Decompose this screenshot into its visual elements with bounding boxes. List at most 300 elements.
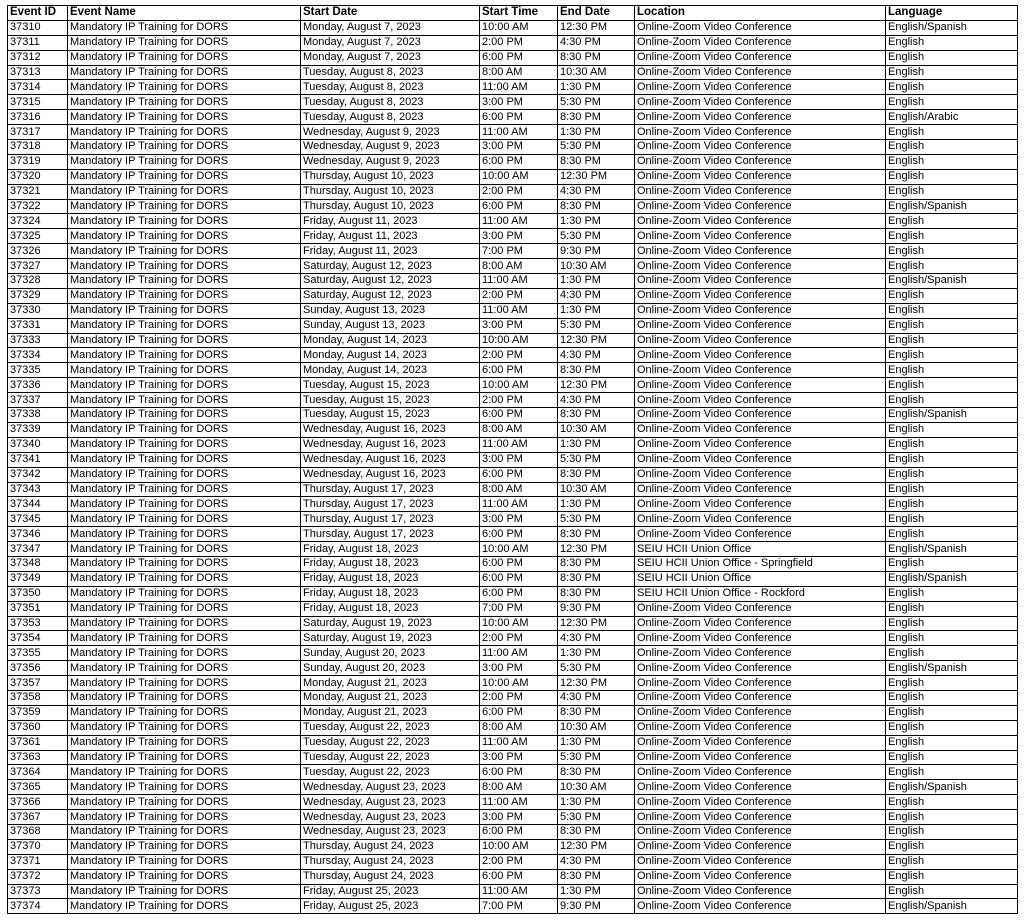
- table-row: [8, 586, 1018, 601]
- cell-event-id: 37360: [8, 720, 68, 735]
- cell-language: English/Spanish: [886, 542, 1018, 557]
- cell-start-time: 6:00 PM: [480, 199, 558, 214]
- cell-end-date: 5:30 PM: [558, 452, 635, 467]
- cell-event-name: Mandatory IP Training for DORS: [68, 422, 301, 437]
- table-row: [8, 690, 1018, 705]
- cell-location: Online-Zoom Video Conference: [635, 527, 886, 542]
- cell-location: Online-Zoom Video Conference: [635, 854, 886, 869]
- table-row: [8, 437, 1018, 452]
- cell-event-name: Mandatory IP Training for DORS: [68, 244, 301, 259]
- cell-end-date: 8:30 PM: [558, 50, 635, 65]
- cell-end-date: 8:30 PM: [558, 154, 635, 169]
- cell-start-date: Thursday, August 17, 2023: [301, 482, 480, 497]
- cell-end-date: 12:30 PM: [558, 169, 635, 184]
- cell-location: Online-Zoom Video Conference: [635, 676, 886, 691]
- cell-event-name: Mandatory IP Training for DORS: [68, 35, 301, 50]
- table-row: [8, 184, 1018, 199]
- cell-location: Online-Zoom Video Conference: [635, 437, 886, 452]
- cell-start-date: Thursday, August 24, 2023: [301, 839, 480, 854]
- cell-event-name: Mandatory IP Training for DORS: [68, 378, 301, 393]
- cell-start-time: 6:00 PM: [480, 363, 558, 378]
- cell-start-time: 7:00 PM: [480, 244, 558, 259]
- cell-language: English: [886, 259, 1018, 274]
- cell-language: English: [886, 318, 1018, 333]
- cell-start-time: 6:00 PM: [480, 765, 558, 780]
- cell-location: Online-Zoom Video Conference: [635, 899, 886, 914]
- cell-location: Online-Zoom Video Conference: [635, 482, 886, 497]
- cell-language: English: [886, 527, 1018, 542]
- cell-end-date: 4:30 PM: [558, 288, 635, 303]
- cell-end-date: 8:30 PM: [558, 527, 635, 542]
- cell-start-date: Tuesday, August 8, 2023: [301, 110, 480, 125]
- cell-event-id: 37366: [8, 795, 68, 810]
- cell-event-name: Mandatory IP Training for DORS: [68, 646, 301, 661]
- table-row: [8, 199, 1018, 214]
- cell-location: Online-Zoom Video Conference: [635, 140, 886, 155]
- table-row: [8, 274, 1018, 289]
- cell-language: English: [886, 884, 1018, 899]
- table-row: [8, 214, 1018, 229]
- table-row: [8, 244, 1018, 259]
- cell-location: Online-Zoom Video Conference: [635, 125, 886, 140]
- cell-location: Online-Zoom Video Conference: [635, 229, 886, 244]
- cell-event-name: Mandatory IP Training for DORS: [68, 50, 301, 65]
- cell-start-time: 10:00 AM: [480, 333, 558, 348]
- table-header-row: [8, 6, 1018, 21]
- cell-start-time: 3:00 PM: [480, 140, 558, 155]
- cell-event-name: Mandatory IP Training for DORS: [68, 110, 301, 125]
- cell-language: English: [886, 556, 1018, 571]
- cell-start-date: Sunday, August 20, 2023: [301, 646, 480, 661]
- table-row: [8, 452, 1018, 467]
- table-row: [8, 393, 1018, 408]
- table-row: [8, 110, 1018, 125]
- cell-event-id: 37344: [8, 497, 68, 512]
- cell-start-date: Tuesday, August 22, 2023: [301, 765, 480, 780]
- cell-start-time: 2:00 PM: [480, 348, 558, 363]
- table-row: [8, 527, 1018, 542]
- cell-end-date: 8:30 PM: [558, 363, 635, 378]
- cell-event-id: 37351: [8, 601, 68, 616]
- cell-start-time: 8:00 AM: [480, 482, 558, 497]
- cell-start-time: 11:00 AM: [480, 735, 558, 750]
- cell-language: English: [886, 393, 1018, 408]
- cell-start-date: Wednesday, August 9, 2023: [301, 154, 480, 169]
- table-row: [8, 556, 1018, 571]
- cell-event-id: 37354: [8, 631, 68, 646]
- cell-language: English: [886, 705, 1018, 720]
- cell-start-date: Wednesday, August 23, 2023: [301, 780, 480, 795]
- cell-start-date: Thursday, August 10, 2023: [301, 169, 480, 184]
- cell-event-name: Mandatory IP Training for DORS: [68, 810, 301, 825]
- cell-event-id: 37324: [8, 214, 68, 229]
- cell-start-date: Tuesday, August 22, 2023: [301, 750, 480, 765]
- cell-event-id: 37320: [8, 169, 68, 184]
- cell-event-id: 37353: [8, 616, 68, 631]
- cell-event-name: Mandatory IP Training for DORS: [68, 780, 301, 795]
- cell-start-date: Friday, August 25, 2023: [301, 884, 480, 899]
- cell-event-name: Mandatory IP Training for DORS: [68, 20, 301, 35]
- cell-start-time: 11:00 AM: [480, 497, 558, 512]
- table-row: [8, 795, 1018, 810]
- table-row: [8, 601, 1018, 616]
- table-row: [8, 259, 1018, 274]
- cell-event-name: Mandatory IP Training for DORS: [68, 571, 301, 586]
- cell-language: English: [886, 735, 1018, 750]
- table-row: [8, 512, 1018, 527]
- cell-start-date: Friday, August 18, 2023: [301, 542, 480, 557]
- cell-event-name: Mandatory IP Training for DORS: [68, 288, 301, 303]
- cell-language: English: [886, 839, 1018, 854]
- cell-language: English: [886, 482, 1018, 497]
- cell-location: Online-Zoom Video Conference: [635, 839, 886, 854]
- header-start-time: Start Time: [480, 6, 558, 21]
- cell-end-date: 8:30 PM: [558, 571, 635, 586]
- cell-start-time: 7:00 PM: [480, 899, 558, 914]
- cell-location: Online-Zoom Video Conference: [635, 661, 886, 676]
- cell-end-date: 4:30 PM: [558, 631, 635, 646]
- cell-event-name: Mandatory IP Training for DORS: [68, 869, 301, 884]
- cell-language: English: [886, 795, 1018, 810]
- cell-location: Online-Zoom Video Conference: [635, 780, 886, 795]
- cell-location: Online-Zoom Video Conference: [635, 259, 886, 274]
- cell-language: English: [886, 869, 1018, 884]
- cell-event-id: 37343: [8, 482, 68, 497]
- cell-language: English: [886, 631, 1018, 646]
- cell-event-name: Mandatory IP Training for DORS: [68, 154, 301, 169]
- cell-language: English: [886, 690, 1018, 705]
- cell-event-name: Mandatory IP Training for DORS: [68, 765, 301, 780]
- cell-start-date: Tuesday, August 15, 2023: [301, 393, 480, 408]
- cell-language: English: [886, 169, 1018, 184]
- table-row: [8, 303, 1018, 318]
- cell-start-date: Wednesday, August 16, 2023: [301, 467, 480, 482]
- cell-event-name: Mandatory IP Training for DORS: [68, 437, 301, 452]
- cell-start-date: Friday, August 11, 2023: [301, 229, 480, 244]
- cell-location: Online-Zoom Video Conference: [635, 363, 886, 378]
- cell-language: English/Spanish: [886, 199, 1018, 214]
- cell-start-date: Monday, August 14, 2023: [301, 363, 480, 378]
- cell-end-date: 8:30 PM: [558, 869, 635, 884]
- cell-location: Online-Zoom Video Conference: [635, 467, 886, 482]
- cell-event-id: 37371: [8, 854, 68, 869]
- cell-language: English: [886, 750, 1018, 765]
- cell-event-name: Mandatory IP Training for DORS: [68, 512, 301, 527]
- cell-start-time: 6:00 PM: [480, 467, 558, 482]
- cell-start-time: 10:00 AM: [480, 169, 558, 184]
- cell-start-date: Thursday, August 24, 2023: [301, 869, 480, 884]
- cell-end-date: 8:30 PM: [558, 408, 635, 423]
- cell-language: English: [886, 422, 1018, 437]
- cell-end-date: 9:30 PM: [558, 244, 635, 259]
- cell-language: English: [886, 765, 1018, 780]
- cell-end-date: 10:30 AM: [558, 780, 635, 795]
- cell-location: Online-Zoom Video Conference: [635, 244, 886, 259]
- cell-event-name: Mandatory IP Training for DORS: [68, 705, 301, 720]
- table-row: [8, 571, 1018, 586]
- cell-end-date: 5:30 PM: [558, 512, 635, 527]
- cell-event-id: 37340: [8, 437, 68, 452]
- cell-end-date: 1:30 PM: [558, 735, 635, 750]
- cell-start-time: 11:00 AM: [480, 646, 558, 661]
- cell-event-name: Mandatory IP Training for DORS: [68, 65, 301, 80]
- cell-start-time: 3:00 PM: [480, 661, 558, 676]
- cell-start-time: 8:00 AM: [480, 422, 558, 437]
- cell-end-date: 12:30 PM: [558, 616, 635, 631]
- cell-event-name: Mandatory IP Training for DORS: [68, 452, 301, 467]
- cell-start-time: 11:00 AM: [480, 303, 558, 318]
- cell-location: Online-Zoom Video Conference: [635, 869, 886, 884]
- cell-language: English: [886, 288, 1018, 303]
- table-row: [8, 229, 1018, 244]
- cell-location: Online-Zoom Video Conference: [635, 646, 886, 661]
- cell-event-id: 37372: [8, 869, 68, 884]
- table-row: [8, 780, 1018, 795]
- cell-end-date: 1:30 PM: [558, 303, 635, 318]
- cell-event-name: Mandatory IP Training for DORS: [68, 303, 301, 318]
- cell-event-id: 37318: [8, 140, 68, 155]
- cell-location: Online-Zoom Video Conference: [635, 95, 886, 110]
- cell-event-name: Mandatory IP Training for DORS: [68, 720, 301, 735]
- cell-start-date: Wednesday, August 16, 2023: [301, 437, 480, 452]
- cell-event-id: 37363: [8, 750, 68, 765]
- cell-event-name: Mandatory IP Training for DORS: [68, 631, 301, 646]
- cell-end-date: 5:30 PM: [558, 140, 635, 155]
- cell-location: Online-Zoom Video Conference: [635, 199, 886, 214]
- cell-location: Online-Zoom Video Conference: [635, 616, 886, 631]
- cell-end-date: 8:30 PM: [558, 705, 635, 720]
- table-row: [8, 35, 1018, 50]
- cell-end-date: 1:30 PM: [558, 274, 635, 289]
- cell-event-id: 37313: [8, 65, 68, 80]
- header-end-date: End Date: [558, 6, 635, 21]
- header-event-name: Event Name: [68, 6, 301, 21]
- cell-event-name: Mandatory IP Training for DORS: [68, 393, 301, 408]
- cell-location: Online-Zoom Video Conference: [635, 65, 886, 80]
- cell-start-date: Friday, August 18, 2023: [301, 601, 480, 616]
- cell-event-id: 37314: [8, 80, 68, 95]
- table-row: [8, 318, 1018, 333]
- cell-event-name: Mandatory IP Training for DORS: [68, 95, 301, 110]
- cell-start-date: Thursday, August 10, 2023: [301, 199, 480, 214]
- cell-event-id: 37335: [8, 363, 68, 378]
- cell-start-date: Monday, August 14, 2023: [301, 348, 480, 363]
- cell-language: English: [886, 214, 1018, 229]
- cell-end-date: 5:30 PM: [558, 229, 635, 244]
- cell-end-date: 12:30 PM: [558, 542, 635, 557]
- cell-event-name: Mandatory IP Training for DORS: [68, 795, 301, 810]
- cell-language: English: [886, 80, 1018, 95]
- cell-start-time: 2:00 PM: [480, 35, 558, 50]
- cell-event-id: 37357: [8, 676, 68, 691]
- cell-event-id: 37373: [8, 884, 68, 899]
- cell-start-date: Friday, August 18, 2023: [301, 571, 480, 586]
- cell-location: Online-Zoom Video Conference: [635, 720, 886, 735]
- cell-location: Online-Zoom Video Conference: [635, 20, 886, 35]
- cell-start-date: Friday, August 25, 2023: [301, 899, 480, 914]
- cell-event-name: Mandatory IP Training for DORS: [68, 497, 301, 512]
- cell-event-id: 37347: [8, 542, 68, 557]
- cell-event-name: Mandatory IP Training for DORS: [68, 542, 301, 557]
- cell-event-name: Mandatory IP Training for DORS: [68, 839, 301, 854]
- cell-start-date: Monday, August 21, 2023: [301, 705, 480, 720]
- cell-start-time: 2:00 PM: [480, 631, 558, 646]
- cell-event-id: 37359: [8, 705, 68, 720]
- cell-start-time: 2:00 PM: [480, 854, 558, 869]
- cell-start-time: 3:00 PM: [480, 512, 558, 527]
- cell-start-time: 6:00 PM: [480, 110, 558, 125]
- cell-start-date: Wednesday, August 23, 2023: [301, 810, 480, 825]
- cell-start-time: 10:00 AM: [480, 676, 558, 691]
- cell-event-name: Mandatory IP Training for DORS: [68, 676, 301, 691]
- cell-event-id: 37346: [8, 527, 68, 542]
- cell-start-time: 3:00 PM: [480, 750, 558, 765]
- cell-location: Online-Zoom Video Conference: [635, 110, 886, 125]
- table-row: [8, 125, 1018, 140]
- table-row: [8, 467, 1018, 482]
- cell-start-time: 8:00 AM: [480, 65, 558, 80]
- table-row: [8, 20, 1018, 35]
- cell-end-date: 10:30 AM: [558, 720, 635, 735]
- cell-language: English/Arabic: [886, 110, 1018, 125]
- cell-start-date: Tuesday, August 8, 2023: [301, 80, 480, 95]
- cell-start-time: 11:00 AM: [480, 884, 558, 899]
- cell-end-date: 8:30 PM: [558, 110, 635, 125]
- cell-event-name: Mandatory IP Training for DORS: [68, 884, 301, 899]
- cell-start-date: Wednesday, August 9, 2023: [301, 140, 480, 155]
- cell-start-date: Tuesday, August 15, 2023: [301, 408, 480, 423]
- cell-end-date: 1:30 PM: [558, 884, 635, 899]
- cell-event-id: 37350: [8, 586, 68, 601]
- cell-language: English: [886, 824, 1018, 839]
- cell-location: Online-Zoom Video Conference: [635, 35, 886, 50]
- cell-end-date: 8:30 PM: [558, 556, 635, 571]
- cell-event-id: 37315: [8, 95, 68, 110]
- cell-start-date: Sunday, August 13, 2023: [301, 318, 480, 333]
- cell-end-date: 9:30 PM: [558, 899, 635, 914]
- cell-event-name: Mandatory IP Training for DORS: [68, 690, 301, 705]
- table-row: [8, 735, 1018, 750]
- cell-language: English: [886, 50, 1018, 65]
- cell-language: English: [886, 363, 1018, 378]
- cell-event-id: 37361: [8, 735, 68, 750]
- table-row: [8, 854, 1018, 869]
- table-row: [8, 378, 1018, 393]
- cell-start-time: 6:00 PM: [480, 50, 558, 65]
- cell-location: SEIU HCII Union Office: [635, 571, 886, 586]
- cell-language: English/Spanish: [886, 780, 1018, 795]
- cell-event-id: 37364: [8, 765, 68, 780]
- header-start-date: Start Date: [301, 6, 480, 21]
- cell-event-id: 37325: [8, 229, 68, 244]
- cell-location: Online-Zoom Video Conference: [635, 631, 886, 646]
- cell-start-time: 2:00 PM: [480, 288, 558, 303]
- cell-event-name: Mandatory IP Training for DORS: [68, 899, 301, 914]
- cell-event-name: Mandatory IP Training for DORS: [68, 274, 301, 289]
- cell-end-date: 1:30 PM: [558, 497, 635, 512]
- cell-language: English: [886, 65, 1018, 80]
- cell-location: Online-Zoom Video Conference: [635, 184, 886, 199]
- cell-event-id: 37319: [8, 154, 68, 169]
- cell-location: SEIU HCII Union Office - Springfield: [635, 556, 886, 571]
- cell-start-time: 2:00 PM: [480, 690, 558, 705]
- cell-location: Online-Zoom Video Conference: [635, 810, 886, 825]
- cell-start-date: Monday, August 21, 2023: [301, 676, 480, 691]
- table-row: [8, 154, 1018, 169]
- table-row: [8, 899, 1018, 914]
- table-row: [8, 50, 1018, 65]
- cell-language: English: [886, 184, 1018, 199]
- cell-location: Online-Zoom Video Conference: [635, 422, 886, 437]
- cell-event-id: 37374: [8, 899, 68, 914]
- cell-event-id: 37334: [8, 348, 68, 363]
- cell-start-date: Monday, August 7, 2023: [301, 35, 480, 50]
- cell-location: Online-Zoom Video Conference: [635, 452, 886, 467]
- cell-location: Online-Zoom Video Conference: [635, 795, 886, 810]
- cell-language: English: [886, 810, 1018, 825]
- cell-event-name: Mandatory IP Training for DORS: [68, 229, 301, 244]
- table-row: [8, 646, 1018, 661]
- cell-start-date: Tuesday, August 8, 2023: [301, 65, 480, 80]
- cell-event-name: Mandatory IP Training for DORS: [68, 601, 301, 616]
- cell-location: SEIU HCII Union Office - Rockford: [635, 586, 886, 601]
- cell-end-date: 1:30 PM: [558, 80, 635, 95]
- table-row: [8, 810, 1018, 825]
- cell-event-id: 37333: [8, 333, 68, 348]
- cell-start-time: 11:00 AM: [480, 274, 558, 289]
- header-language: Language: [886, 6, 1018, 21]
- cell-event-id: 37336: [8, 378, 68, 393]
- cell-event-name: Mandatory IP Training for DORS: [68, 80, 301, 95]
- cell-start-date: Saturday, August 19, 2023: [301, 616, 480, 631]
- cell-start-date: Friday, August 11, 2023: [301, 244, 480, 259]
- cell-event-id: 37367: [8, 810, 68, 825]
- cell-event-name: Mandatory IP Training for DORS: [68, 750, 301, 765]
- cell-end-date: 1:30 PM: [558, 214, 635, 229]
- cell-language: English: [886, 676, 1018, 691]
- cell-language: English: [886, 333, 1018, 348]
- cell-start-time: 2:00 PM: [480, 184, 558, 199]
- cell-event-name: Mandatory IP Training for DORS: [68, 318, 301, 333]
- cell-end-date: 4:30 PM: [558, 348, 635, 363]
- cell-event-id: 37329: [8, 288, 68, 303]
- cell-event-id: 37321: [8, 184, 68, 199]
- cell-location: Online-Zoom Video Conference: [635, 705, 886, 720]
- table-row: [8, 482, 1018, 497]
- cell-event-name: Mandatory IP Training for DORS: [68, 735, 301, 750]
- cell-end-date: 12:30 PM: [558, 676, 635, 691]
- cell-start-date: Saturday, August 19, 2023: [301, 631, 480, 646]
- cell-start-time: 11:00 AM: [480, 795, 558, 810]
- cell-event-name: Mandatory IP Training for DORS: [68, 616, 301, 631]
- cell-start-date: Monday, August 21, 2023: [301, 690, 480, 705]
- cell-start-time: 3:00 PM: [480, 452, 558, 467]
- cell-start-date: Tuesday, August 8, 2023: [301, 95, 480, 110]
- cell-event-id: 37345: [8, 512, 68, 527]
- table-row: [8, 824, 1018, 839]
- cell-language: English/Spanish: [886, 661, 1018, 676]
- cell-location: SEIU HCII Union Office: [635, 542, 886, 557]
- cell-location: Online-Zoom Video Conference: [635, 408, 886, 423]
- cell-start-date: Friday, August 18, 2023: [301, 586, 480, 601]
- cell-language: English: [886, 437, 1018, 452]
- cell-start-date: Monday, August 7, 2023: [301, 20, 480, 35]
- cell-end-date: 12:30 PM: [558, 839, 635, 854]
- table-row: [8, 333, 1018, 348]
- cell-location: Online-Zoom Video Conference: [635, 214, 886, 229]
- cell-end-date: 5:30 PM: [558, 318, 635, 333]
- cell-event-id: 37355: [8, 646, 68, 661]
